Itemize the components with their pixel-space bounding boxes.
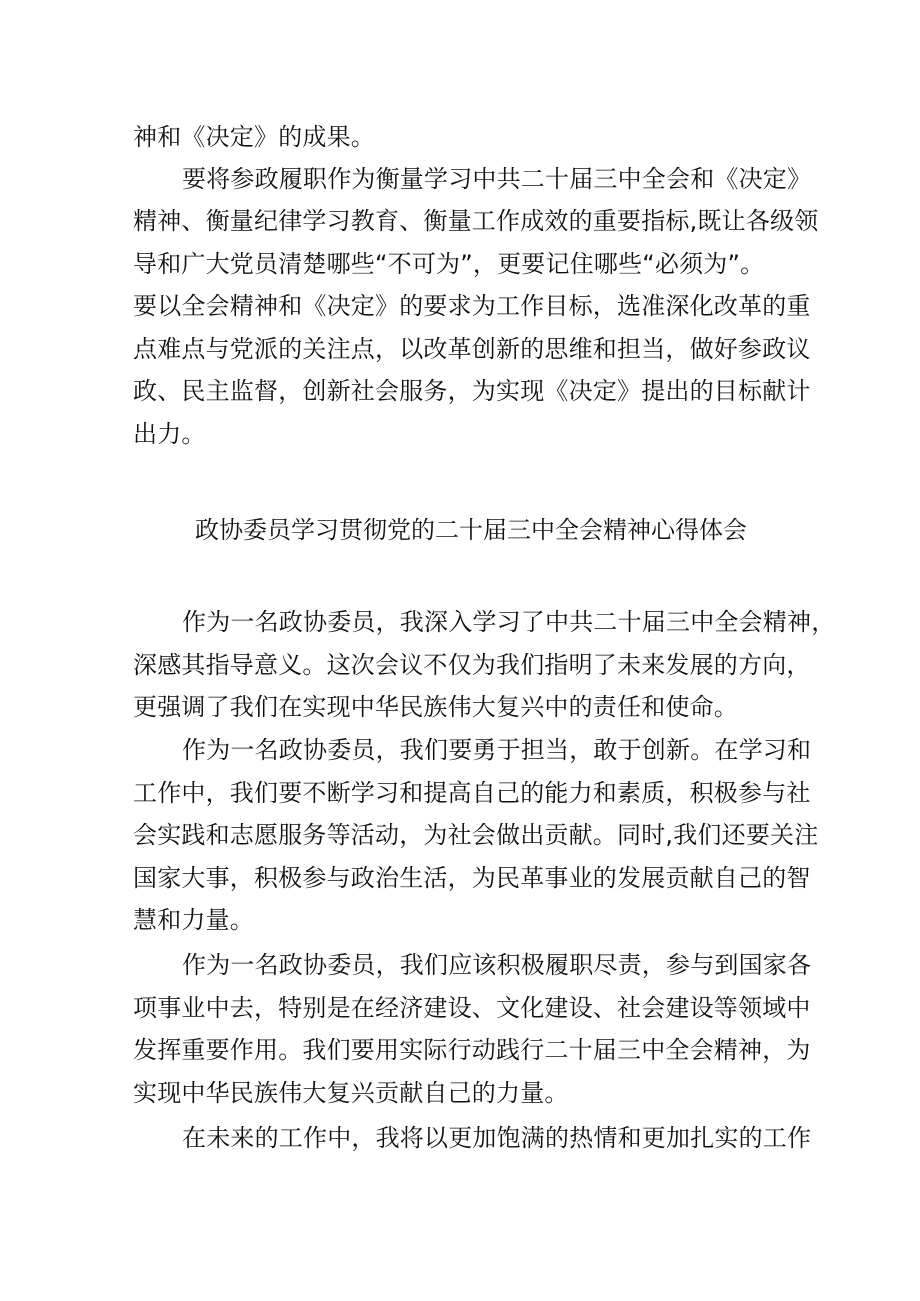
section-title: 政协委员学习贯彻党的二十届三中全会精神心得体会 — [195, 516, 747, 544]
paragraph-line: 更强调了我们在实现中华民族伟大复兴中的责任和使命。 — [133, 693, 738, 721]
paragraph-line: 工作中，我们要不断学习和提高自己的能力和素质，积极参与社 — [133, 779, 811, 807]
paragraph-line: 项事业中去，特别是在经济建设、文化建设、社会建设等领域中 — [133, 994, 811, 1022]
paragraph-line: 要以全会精神和《决定》的要求为工作目标，选准深化改革的重 — [133, 292, 811, 320]
paragraph-line: 点难点与党派的关注点，以改革创新的思维和担当，做好参政议 — [133, 335, 811, 363]
paragraph-line: 出力。 — [133, 420, 206, 448]
paragraph-line: 慧和力量。 — [133, 906, 254, 934]
paragraph-line: 会实践和志愿服务等活动，为社会做出贡献。同时,我们还要关注 — [133, 821, 819, 849]
paragraph-line: 精神、衡量纪律学习教育、衡量工作成效的重要指标,既让各级领 — [133, 207, 819, 235]
paragraph-line: 作为一名政协委员，我们应该积极履职尽责，参与到国家各 — [182, 951, 812, 979]
paragraph-line: 神和《决定》的成果。 — [133, 123, 375, 151]
paragraph-line: 作为一名政协委员，我们要勇于担当，敢于创新。在学习和 — [182, 736, 812, 764]
paragraph-line: 实现中华民族伟大复兴贡献自己的力量。 — [133, 1079, 569, 1107]
paragraph-line: 作为一名政协委员，我深入学习了中共二十届三中全会精神， — [182, 608, 836, 636]
paragraph-line: 政、民主监督，创新社会服务，为实现《决定》提出的目标献计 — [133, 377, 811, 405]
paragraph-line: 国家大事，积极参与政治生活，为民革事业的发展贡献自己的智 — [133, 864, 811, 892]
paragraph-line: 深感其指导意义。这次会议不仅为我们指明了未来发展的方向， — [133, 651, 811, 679]
paragraph-line: 导和广大党员清楚哪些“不可为”，更要记住哪些“必须为”。 — [133, 250, 765, 278]
paragraph-line: 在未来的工作中，我将以更加饱满的热情和更加扎实的工作 — [182, 1124, 812, 1152]
paragraph-line: 要将参政履职作为衡量学习中共二十届三中全会和《决定》 — [182, 165, 812, 193]
paragraph-line: 发挥重要作用。我们要用实际行动践行二十届三中全会精神，为 — [133, 1036, 811, 1064]
